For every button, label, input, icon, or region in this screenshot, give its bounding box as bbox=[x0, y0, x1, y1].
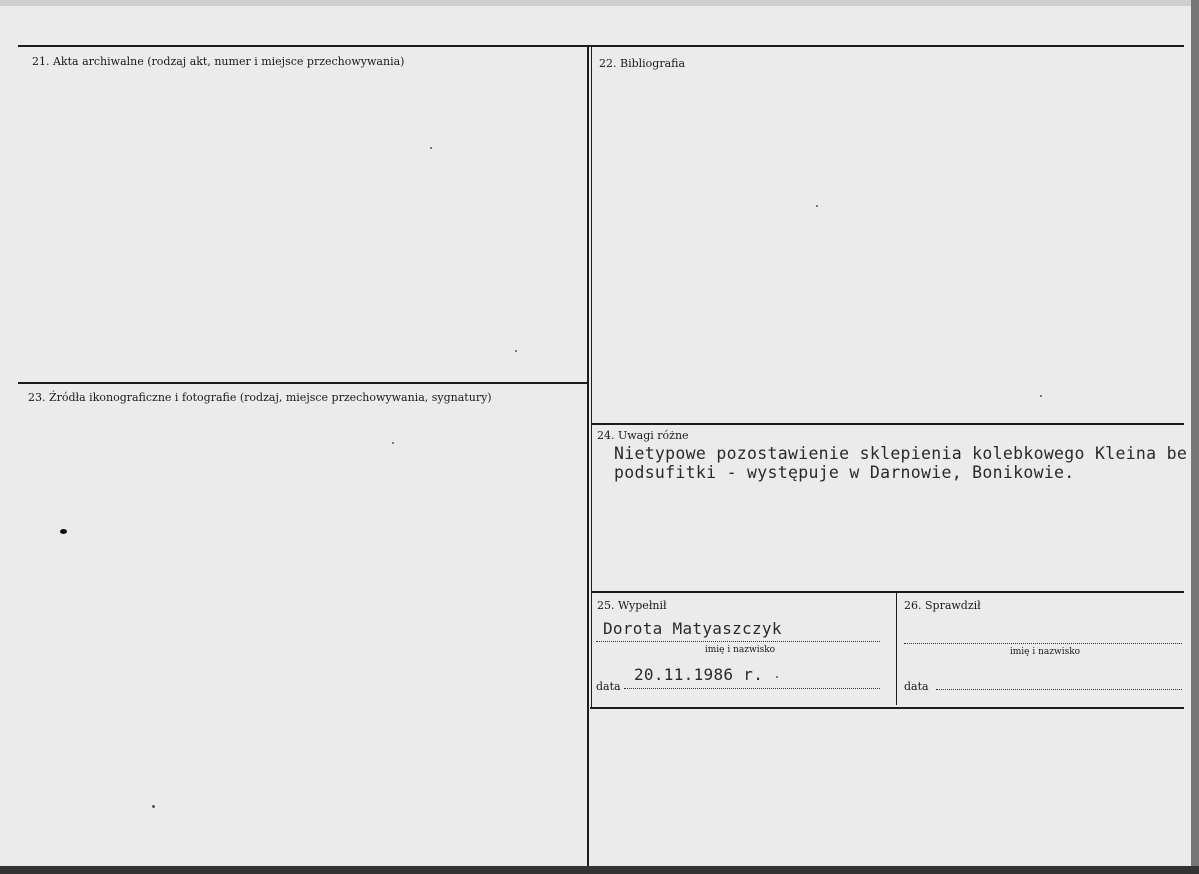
scan-speck bbox=[392, 442, 394, 444]
section-23-label: 23. Źródła ikonograficzne i fotografie (rodzaj, miejsce przechowywania, sygnatury) bbox=[28, 391, 492, 404]
checked-by-date-label: data bbox=[904, 680, 929, 693]
scan-speck bbox=[1040, 395, 1042, 397]
filled-by-date: 20.11.1986 r. bbox=[634, 665, 764, 684]
filled-by-name-caption: imię i nazwisko bbox=[704, 645, 776, 655]
rule-21-23 bbox=[18, 382, 588, 384]
scan-speck bbox=[60, 529, 67, 534]
checked-by-date-line bbox=[936, 689, 1182, 690]
remarks-line-1: Nietypowe pozostawienie sklepienia kolebkowego Kleina be bbox=[614, 444, 1188, 463]
section-26-label: 26. Sprawdził bbox=[904, 599, 981, 612]
remarks-line-2: podsufitki - występuje w Darnowie, Bonikowie. bbox=[614, 463, 1075, 482]
middle-divider bbox=[587, 45, 589, 866]
filled-by-name: Dorota Matyaszczyk bbox=[603, 619, 782, 638]
checked-by-name-caption: imię i nazwisko bbox=[1009, 647, 1081, 657]
scan-speck bbox=[152, 805, 155, 808]
section-25-label: 25. Wypełnił bbox=[597, 599, 667, 612]
rule-25-bottom bbox=[590, 707, 1184, 709]
scan-speck bbox=[430, 147, 432, 149]
scan-speck bbox=[515, 350, 517, 352]
rule-25-26 bbox=[896, 593, 897, 705]
section-22-label: 22. Bibliografia bbox=[599, 57, 686, 70]
scan-speck bbox=[776, 676, 778, 678]
filled-by-date-line bbox=[624, 688, 880, 689]
scan-edge-right bbox=[1191, 0, 1199, 874]
section-21-label: 21. Akta archiwalne (rodzaj akt, numer i miejsce przechowywania) bbox=[32, 55, 405, 68]
scan-edge-top bbox=[0, 0, 1199, 6]
rule-24-25 bbox=[592, 591, 1184, 593]
top-rule bbox=[18, 45, 1184, 47]
rule-22-24 bbox=[592, 423, 1184, 425]
scan-speck bbox=[816, 205, 818, 207]
middle-divider-2 bbox=[591, 47, 592, 707]
filled-by-name-line bbox=[596, 641, 880, 642]
checked-by-name-line bbox=[904, 643, 1182, 644]
filled-by-date-label: data bbox=[596, 680, 621, 693]
section-24-label: 24. Uwagi różne bbox=[597, 429, 689, 442]
scan-edge-bottom bbox=[0, 866, 1199, 874]
